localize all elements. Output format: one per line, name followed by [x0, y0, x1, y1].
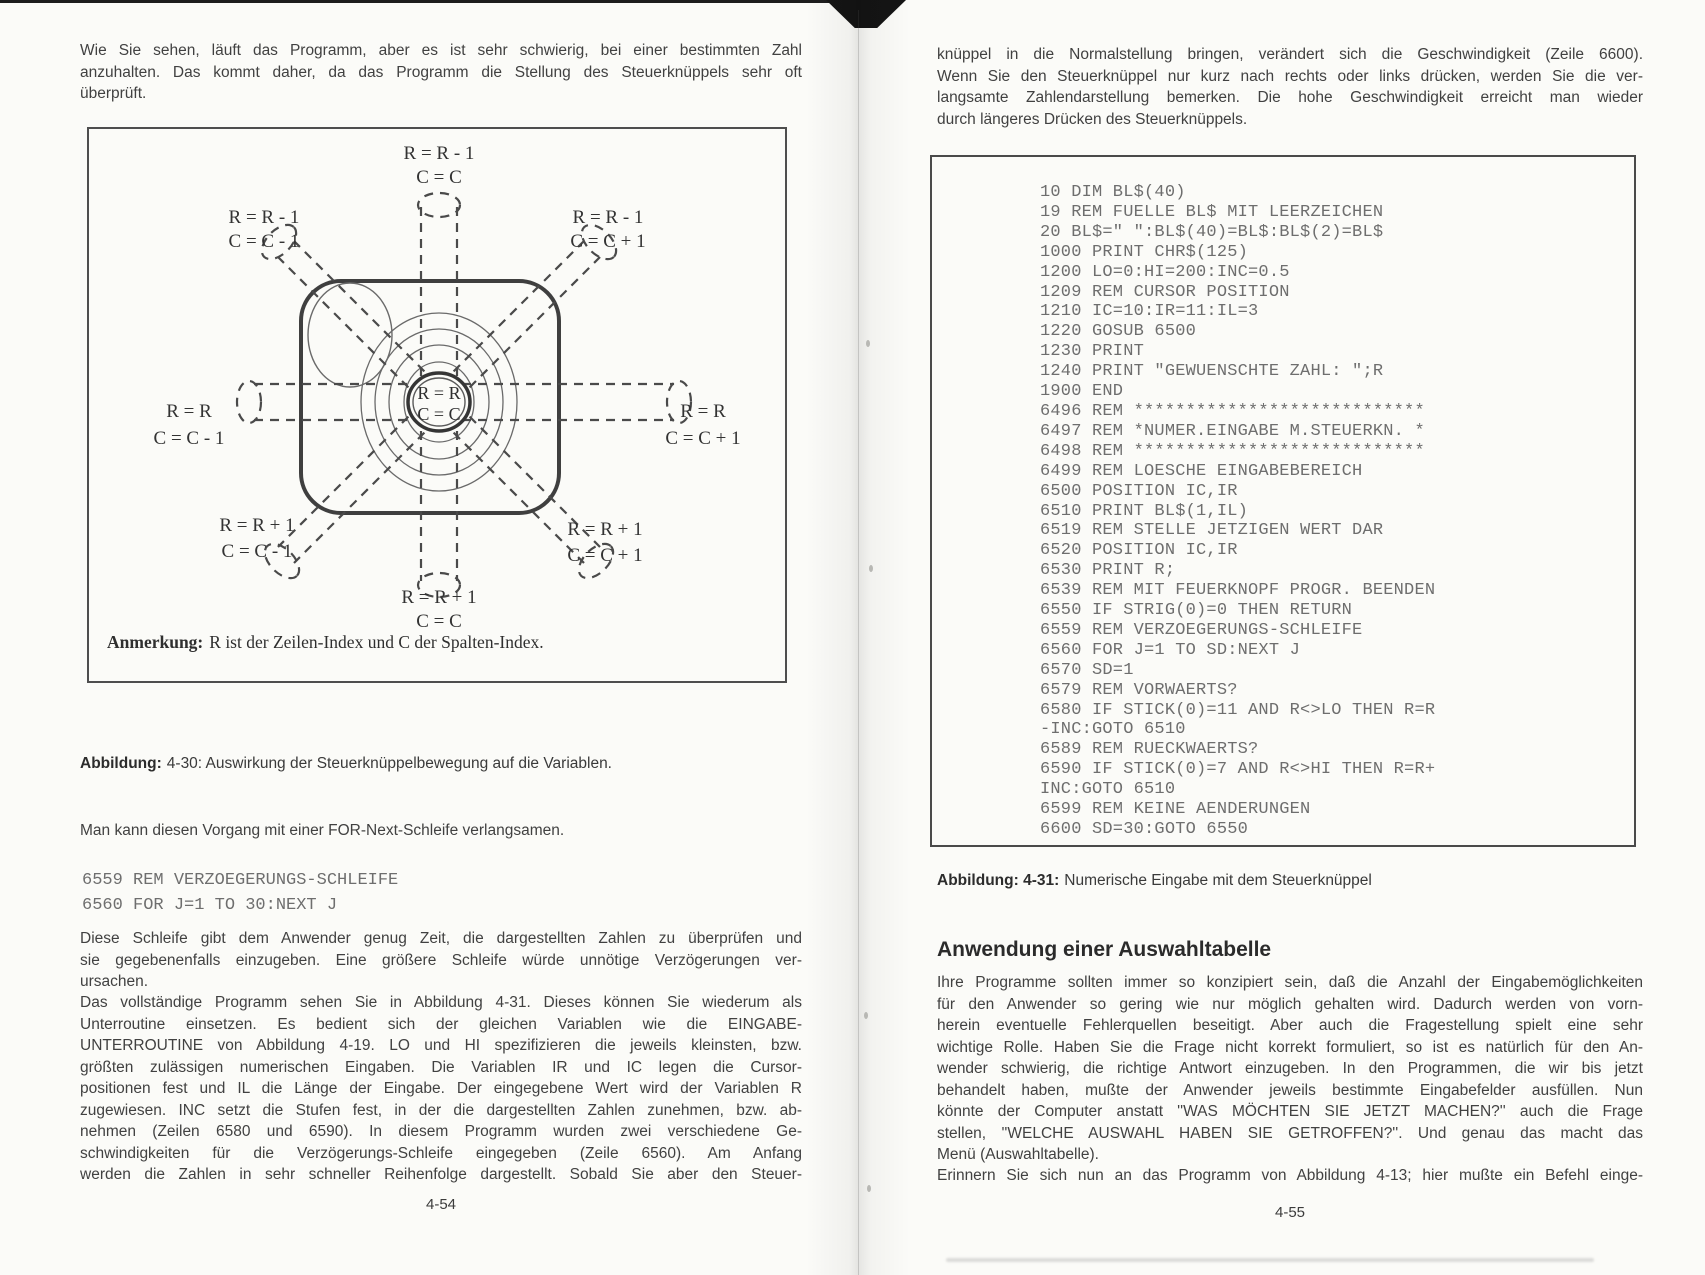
label-up-c: C = C	[416, 167, 462, 188]
joystick-diagram	[89, 129, 785, 629]
label-down-right-r: R = R + 1	[567, 519, 643, 540]
page-number-left: 4-54	[425, 1196, 457, 1213]
left-body-paragraph-a: Diese Schleife gibt dem Anwender genug Zeit, die dargestellten Zahlen zu überprüfen und sie gegebenenfalls einzugeben. Eine größere Schleife würde unnötige Verzögerungen ver- ursachen.	[80, 930, 802, 990]
spine-speck	[864, 1012, 868, 1019]
label-down-left-c: C = C - 1	[221, 541, 293, 562]
label-right-r: R = R	[680, 401, 726, 422]
delay-loop-code: 6559 REM VERZOEGERUNGS-SCHLEIFE 6560 FOR J=1 TO 30:NEXT J	[82, 871, 399, 915]
label-up-left-r: R = R - 1	[228, 207, 300, 228]
figure-4-31-caption	[937, 872, 1372, 890]
spine-speck	[866, 340, 870, 347]
label-right-c: C = C + 1	[665, 428, 741, 449]
label-down-right-c: C = C + 1	[567, 545, 643, 566]
left-body-paragraph-b: Das vollständige Programm sehen Sie in Abbildung 4-31. Dieses können Sie wiederum als Unterroutine einsetzen. Es bedient sich der gleichen Variablen wie die EINGABE- UNTERROUTINE von Abbildung 4-19. LO und HI spezifizieren die jeweils kleinsten, bzw. größten zulässigen numerischen Eingaben. Die Variablen IR und IC legen die Cursor- positionen fest und IL die Länge der Eingabe. Der eingegebene Wert wird der Variablen R zugewiesen. INC setzt die Stufen fest, in der die dargestellten Zahlen zunehmen, bzw. ab- nehmen (Zeilen 6580 und 6590). In diesem Programm wurden zwei verschiedene Ge- schwindigkeiten für die Verzögerungs-Schleife eingegeben (Zeile 6560). Am Anfang werden die Zahlen in sehr schneller Reihenfolge dargestellt. Sobald Sie aber den Steuer-	[80, 994, 802, 1183]
caption-text: Numerische Eingabe mit dem Steuerknüppel	[1064, 872, 1372, 889]
right-body-paragraph-b: Erinnern Sie sich nun an das Programm von Abbildung 4-13; hier mußte ein Befehl einge-	[937, 1167, 1643, 1184]
left-intro-paragraph: Wie Sie sehen, läuft das Programm, aber es ist sehr schwierig, bei einer bestimmten Zahl anzuhalten. Das kommt daher, da das Programm die Stellung des Steuerknüppels sehr oft überprüft.	[80, 42, 802, 102]
label-up-left-c: C = C - 1	[228, 231, 300, 252]
caption-label: Abbildung: 4-31:	[937, 872, 1060, 889]
section-heading: Anwendung einer Auswahltabelle	[937, 938, 1272, 961]
label-down-left-r: R = R + 1	[219, 515, 295, 536]
label-up-r: R = R - 1	[403, 143, 475, 164]
label-center-c: C = C	[417, 404, 461, 424]
label-up-right-r: R = R - 1	[572, 207, 644, 228]
basic-listing: 10 DIM BL$(40) 19 REM FUELLE BL$ MIT LEERZEICHEN 20 BL$=" ":BL$(40)=BL$:BL$(2)=BL$ 1000 PRINT CHR$(125) 1200 LO=0:HI=200:INC=0.5 1209 REM CURSOR POSITION 1210 IC=10:IR=11:IL=3 1220 GOSUB 6500 1230 PRINT 1240 PRINT "GEWUENSCHTE ZAHL: ";R 1900 END 6496 REM **************************** 6497 REM *NUMER.EINGABE M.STEUERKN. * 6498 REM **************************** 6499 REM LOESCHE EINGABEBEREICH 6500 POSITION IC,IR 6510 PRINT BL$(1,IL) 6519 REM STELLE JETZIGEN WERT DAR 6520 POSITION IC,IR 6530 PRINT R; 6539 REM MIT FEUERKNOPF PROGR. BEENDEN 6550 IF STRIG(0)=0 THEN RETURN 6559 REM VERZOEGERUNGS-SCHLEIFE 6560 FOR J=1 TO SD:NEXT J 6570 SD=1 6579 REM VORWAERTS? 6580 IF STICK(0)=11 AND R<>LO THEN R=R -INC:GOTO 6510 6589 REM RUECKWAERTS? 6590 IF STICK(0)=7 AND R<>HI THEN R=R+ INC:GOTO 6510 6599 REM KEINE AENDERUNGEN 6600 SD=30:GOTO 6550	[1040, 183, 1436, 839]
caption-text: 4-30: Auswirkung der Steuerknüppelbewegung auf die Variablen.	[166, 755, 612, 772]
right-body-paragraph-a: Ihre Programme sollten immer so konzipiert sein, daß die Anzahl der Eingabemöglichkeiten für den Anwender so gering wie nur möglich gehalten wird. Dadurch werden von vorn- herein eventuelle Fehlerquellen beseitigt. Aber auch die Fragestellung spielt eine sehr wichtige Rolle. Haben Sie die Frage nicht korrekt formuliert, so ist es natürlich für den An- wender schwierig, die richtige Antwort einzugeben. In den Programmen, die wir bis jetzt behandelt haben, mußte der Anwender jeweils bestimmte Eingabefelder ausfüllen. Nun könnte der Computer anstatt ''WAS MÖCHTEN SIE JETZT MACHEN?'' auch die Frage stellen, ''WELCHE AUSWAHL HABEN SIE GETROFFEN?''. Und genau das macht das Menü (Auswahltabelle).	[937, 974, 1643, 1163]
page-top-edge	[0, 0, 840, 3]
figure-note-text: R ist der Zeilen-Index und C der Spalten-Index.	[209, 632, 544, 652]
figure-note	[107, 632, 544, 653]
label-up-right-c: C = C + 1	[570, 231, 646, 252]
page-bottom-edge-shadow	[946, 1258, 1594, 1262]
stick-shadow-circle	[308, 283, 392, 387]
figure-4-30	[87, 127, 787, 683]
spine-speck	[869, 565, 873, 572]
listing-4-31-box	[930, 155, 1636, 847]
label-down-c: C = C	[416, 611, 462, 629]
label-left-c: C = C - 1	[153, 428, 225, 449]
figure-note-label: Anmerkung:	[107, 632, 204, 652]
label-center-r: R = R	[417, 383, 461, 403]
label-down-r: R = R + 1	[401, 587, 477, 608]
figure-4-30-caption	[80, 755, 612, 773]
lead-sentence: Man kann diesen Vorgang mit einer FOR-Next-Schleife verlangsamen.	[80, 822, 565, 839]
spine-speck	[867, 1185, 871, 1192]
right-intro-paragraph: knüppel in die Normalstellung bringen, verändert sich die Geschwindigkeit (Zeile 6600). Wenn Sie den Steuerknüppel nur kurz nach rechts oder links drücken, werden Sie die ver- langsamte Zahlendarstellung bemerken. Die hohe Geschwindigkeit erreicht man wieder durch längeres Drücken des Steuerknüppels.	[937, 46, 1643, 128]
label-left-r: R = R	[166, 401, 212, 422]
spine-fold-line	[858, 10, 859, 1275]
page-number-right: 4-55	[1274, 1204, 1306, 1221]
caption-label: Abbildung:	[80, 755, 162, 772]
